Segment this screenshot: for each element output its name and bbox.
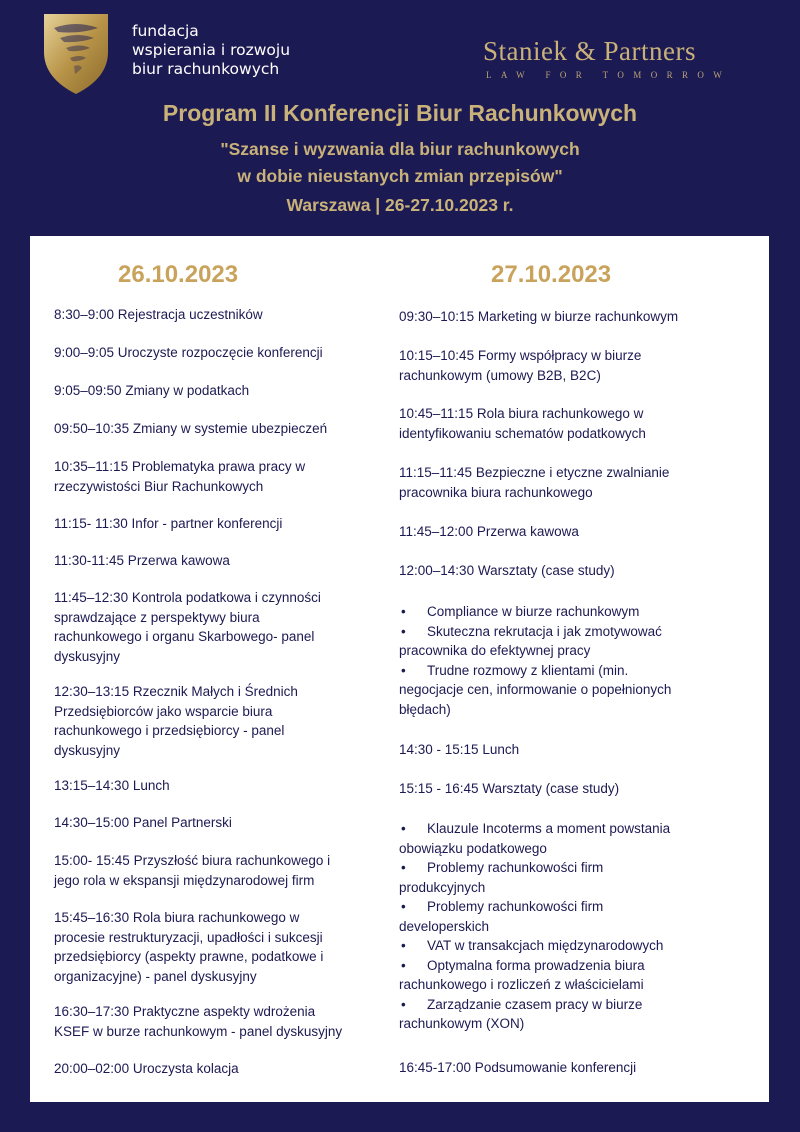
schedule-entry	[399, 1058, 755, 1078]
schedule-entry-line: jego rola w ekspansji międzynarodowej firm	[54, 872, 315, 888]
bullet-text: Problemy rachunkowości firm	[427, 860, 604, 875]
schedule-entry-line: 09:30–10:15 Marketing w biurze rachunkowym	[399, 309, 679, 324]
bullet-icon: •	[401, 996, 406, 1012]
schedule-entry	[54, 813, 389, 833]
schedule-entry-line: 13:15–14:30 Lunch	[54, 778, 170, 793]
schedule-entry-line: 11:45–12:30 Kontrola podatkowa i czynności	[54, 590, 321, 605]
schedule-entry	[54, 776, 389, 796]
foundation-line: wspierania i rozwoju	[132, 41, 291, 59]
schedule-entry	[399, 463, 755, 502]
schedule-entry-line: 12:00–14:30 Warsztaty (case study)	[399, 563, 615, 578]
schedule-entry-line: pracownika biura rachunkowego	[399, 484, 593, 500]
bullet-text: VAT w transakcjach międzynarodowych	[427, 938, 664, 953]
partner-logo-text: Staniek & Partners	[483, 36, 696, 66]
day-2-date: 27.10.2023	[491, 261, 612, 288]
schedule-entry-line: 8:30–9:00 Rejestracja uczestników	[54, 307, 263, 322]
bullet-item	[399, 995, 755, 1015]
schedule-entry-line: 16:30–17:30 Praktyczne aspekty wdrożenia	[54, 1004, 316, 1019]
bullet-item	[399, 622, 755, 642]
bullet-text: Trudne rozmowy z klientami (min.	[427, 662, 629, 678]
bullet-text: Zarządzanie czasem pracy w biurze	[427, 996, 643, 1012]
schedule-entry	[399, 561, 755, 581]
schedule-entry-line: negocjacje cen, informowanie o popełnionych	[399, 682, 672, 697]
bullet-item	[399, 936, 755, 956]
schedule-entry	[54, 1002, 389, 1041]
schedule-entry-line: organizacyjne) - panel dyskusyjny	[54, 968, 257, 984]
bullet-text: Klauzule Incoterms a moment powstania	[427, 821, 671, 836]
schedule-entry	[399, 740, 755, 760]
subtitle-line: w dobie nieustanych zmian przepisów"	[237, 166, 563, 186]
foundation-line: fundacja	[132, 22, 199, 40]
schedule-entry-line: 11:15–11:45 Bezpieczne i etyczne zwalnianie	[399, 465, 670, 480]
schedule-entry	[399, 819, 755, 1034]
schedule-entry	[54, 588, 389, 666]
schedule-entry-line: 20:00–02:00 Uroczysta kolacja	[54, 1061, 239, 1076]
bullet-icon: •	[401, 623, 406, 639]
schedule-entry-line: dyskusyjny	[54, 742, 121, 758]
tornado-shield-logo-icon	[36, 8, 116, 98]
schedule-entry-line: rzeczywistości Biur Rachunkowych	[54, 478, 264, 494]
header	[0, 0, 800, 235]
schedule-entry-line: obowiązku podatkowego	[399, 840, 547, 856]
title-block	[0, 96, 800, 219]
schedule-entry-line: rachunkowego i rozliczeń z właścicielami	[399, 977, 644, 992]
schedule-entry	[399, 346, 755, 385]
schedule-entry-line: dyskusyjny	[54, 648, 121, 664]
bullet-text: Skuteczna rekrutacja i jak zmotywować	[427, 623, 662, 639]
schedule-entry-line: developerskich	[399, 918, 490, 934]
schedule-entry-line: 14:30–15:00 Panel Partnerski	[54, 815, 232, 830]
schedule-entry-line: 15:15 - 16:45 Warsztaty (case study)	[399, 781, 620, 796]
schedule-entry-line: rachunkowym (XON)	[399, 1016, 525, 1031]
schedule-entry	[54, 908, 389, 986]
schedule-entry-line: 11:45–12:00 Przerwa kawowa	[399, 524, 579, 539]
schedule-entry-line: rachunkowym (umowy B2B, B2C)	[399, 367, 601, 383]
schedule-entry-line: 9:05–09:50 Zmiany w podatkach	[54, 383, 250, 398]
program-panel	[30, 236, 769, 1102]
bullet-text: Problemy rachunkowości firm	[427, 899, 604, 914]
bullet-text: Optymalna forma prowadzenia biura	[427, 957, 645, 973]
schedule-entry	[54, 419, 389, 439]
day-1-date: 26.10.2023	[118, 261, 239, 288]
schedule-entry	[54, 682, 389, 760]
schedule-entry	[399, 404, 755, 443]
schedule-entry	[54, 457, 389, 496]
schedule-entry-line: błędach)	[399, 701, 451, 717]
schedule-entry-line: Przedsiębiorców jako wsparcie biura	[54, 703, 273, 719]
schedule-entry-line: 9:00–9:05 Uroczyste rozpoczęcie konferencji	[54, 345, 323, 360]
schedule-entry	[54, 551, 389, 571]
schedule-entry	[399, 779, 755, 799]
schedule-entry-line: 10:15–10:45 Formy współpracy w biurze	[399, 348, 642, 363]
schedule-entry-line: 14:30 - 15:15 Lunch	[399, 742, 520, 757]
schedule-entry	[54, 305, 389, 325]
bullet-item	[399, 661, 755, 681]
schedule-entry-line: pracownika do efektywnej pracy	[399, 643, 591, 658]
schedule-entry-line: KSEF w burze rachunkowym - panel dyskusyjny	[54, 1023, 343, 1039]
schedule-entry	[54, 1059, 389, 1079]
schedule-entry-line: produkcyjnych	[399, 879, 486, 895]
schedule-entry-line: 10:45–11:15 Rola biura rachunkowego w	[399, 406, 644, 421]
schedule-entry-line: 12:30–13:15 Rzecznik Małych i Średnich	[54, 684, 298, 699]
foundation-name	[132, 22, 290, 79]
page-title: Program II Konferencji Biur Rachunkowych	[162, 100, 638, 126]
schedule-entry-line: rachunkowego i organu Skarbowego- panel	[54, 629, 315, 644]
bullet-icon: •	[401, 821, 406, 836]
schedule-entry-line: 10:35–11:15 Problematyka prawa pracy w	[54, 459, 306, 474]
bullet-item	[399, 956, 755, 976]
schedule-entry-line: 16:45-17:00 Podsumowanie konferencji	[399, 1060, 637, 1075]
schedule-entry-line: sprawdzające z perspektywy biura	[54, 609, 260, 625]
bullet-item	[399, 897, 755, 917]
schedule-entry-line: procesie restrukturyzacji, upadłości i sukcesji	[54, 929, 323, 945]
bullet-item	[399, 819, 755, 839]
schedule-entry-line: rachunkowego i przedsiębiorcy - panel	[54, 723, 285, 738]
schedule-entry-line: 11:15- 11:30 Infor - partner konferencji	[54, 516, 283, 531]
bullet-item	[399, 602, 755, 622]
schedule-entry	[399, 522, 755, 542]
bullet-icon: •	[401, 860, 406, 875]
foundation-line: biur rachunkowych	[132, 60, 280, 78]
schedule-entry-line: 11:30-11:45 Przerwa kawowa	[54, 553, 230, 568]
schedule-entry	[54, 514, 389, 534]
bullet-icon: •	[401, 899, 406, 914]
schedule-entry-line: 15:45–16:30 Rola biura rachunkowego w	[54, 910, 300, 925]
schedule-entry-line: identyfikowaniu schematów podatkowych	[399, 425, 646, 441]
schedule-entry	[399, 602, 755, 719]
bullet-icon: •	[401, 957, 406, 973]
schedule-entry-line: przedsiębiorcy (aspekty prawne, podatkowe i	[54, 949, 324, 964]
schedule-entry	[54, 851, 389, 890]
schedule-entry-line: 15:00- 15:45 Przyszłość biura rachunkowego i	[54, 853, 331, 868]
event-location-date: Warszawa | 26-27.10.2023 r.	[286, 195, 514, 215]
bullet-icon: •	[401, 604, 406, 619]
subtitle-line: "Szanse i wyzwania dla biur rachunkowych	[220, 139, 580, 159]
schedule-entry	[399, 307, 755, 327]
bullet-icon: •	[401, 938, 406, 953]
schedule-entry-line: 09:50–10:35 Zmiany w systemie ubezpieczeń	[54, 421, 328, 436]
schedule-entry	[54, 381, 389, 401]
partner-tagline: LAW FOR TOMORROW	[486, 70, 732, 80]
bullet-item	[399, 858, 755, 878]
bullet-icon: •	[401, 662, 406, 678]
bullet-text: Compliance w biurze rachunkowym	[427, 604, 640, 619]
schedule-entry	[54, 343, 389, 363]
